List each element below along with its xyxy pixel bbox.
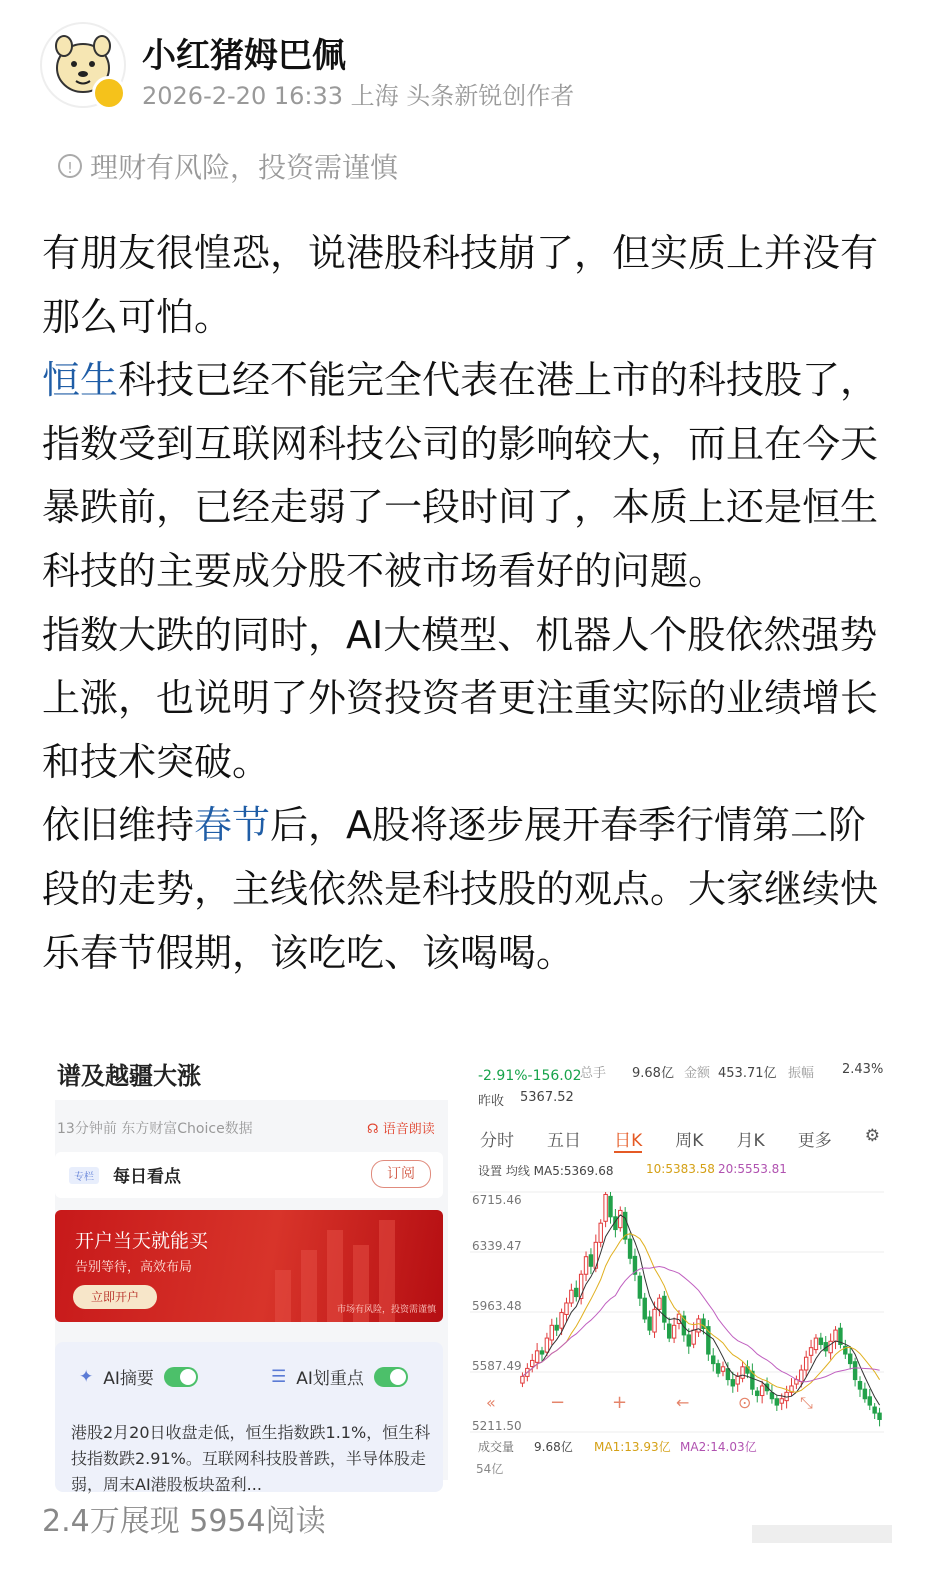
candle-body	[643, 1298, 646, 1319]
candle-body	[819, 1338, 822, 1344]
y-tick-label: 5587.49	[472, 1359, 522, 1373]
column-tag: 专栏	[69, 1167, 99, 1184]
ma20-label: 20:5553.81	[718, 1162, 787, 1176]
candle-body	[712, 1356, 715, 1364]
total-hand-label: 总手	[580, 1066, 607, 1081]
paragraph-2-text: 科技已经不能完全代表在港上市的科技股了，指数受到互联网科技公司的影响较大，而且在今天暴跌前，已经走弱了一段时间了，本质上还是恒生科技的主要成分股不被市场看好的问题。	[42, 358, 879, 593]
ai-summary-toggle[interactable]	[164, 1367, 198, 1387]
news-source: 13分钟前 东方财富Choice数据	[57, 1121, 253, 1137]
candle-body	[878, 1413, 881, 1419]
paragraph-2	[42, 349, 892, 603]
candle-body	[555, 1325, 558, 1330]
tab-five-day[interactable]: 五日	[547, 1131, 582, 1151]
subscribe-button[interactable]: 订阅	[371, 1160, 431, 1188]
voice-read-label: 语音朗读	[382, 1122, 435, 1137]
hangseng-link[interactable]: 恒生	[42, 358, 119, 403]
candle-body	[609, 1196, 612, 1216]
list-icon: ☰	[271, 1366, 287, 1387]
article-body	[42, 222, 892, 985]
headphone-icon: ☊	[367, 1122, 383, 1137]
news-title: 谱及越疆大涨	[57, 1062, 201, 1090]
amount-value: 453.71亿	[718, 1066, 777, 1081]
candle-body	[531, 1360, 534, 1366]
candle-body	[653, 1309, 656, 1332]
ai-summary-toggle-row[interactable]	[79, 1364, 198, 1389]
daily-label: 每日看点	[113, 1167, 181, 1187]
volume-label: 成交量	[478, 1440, 515, 1454]
period-tabs	[480, 1126, 880, 1153]
volume-ma1: MA1:13.93亿	[594, 1440, 671, 1454]
account-ad-banner[interactable]	[55, 1210, 443, 1322]
candle-body	[804, 1357, 807, 1370]
candle-body	[848, 1354, 851, 1364]
candle-body	[589, 1255, 592, 1266]
candle-body	[648, 1317, 651, 1330]
rewind-icon: «	[486, 1393, 496, 1412]
ad-risk-note: 市场有风险，投资需谨慎	[337, 1305, 437, 1315]
post-meta: 2026-2-20 16:33 上海 头条新锐创作者	[142, 82, 575, 110]
risk-notice-text: 理财有风险，投资需谨慎	[90, 151, 399, 184]
ad-subtitle: 告别等待，高效布局	[75, 1260, 193, 1275]
candle-body	[775, 1399, 778, 1405]
back-arrow-icon: ←	[676, 1393, 690, 1412]
ai-summary-text: 港股2月20日收盘走低，恒生指数跌1.1%，恒生科技指数跌2.91%。互联网科技股普跌，半导体股走弱，周末AI港股板块盈利...	[71, 1423, 431, 1494]
open-account-button[interactable]: 立即开户	[73, 1285, 157, 1309]
candle-body	[545, 1338, 548, 1352]
paragraph-1: 有朋友很惶恐，说港股科技崩了，但实质上并没有那么可怕。	[42, 231, 879, 339]
ai-key-label: AI划重点	[296, 1369, 364, 1389]
ma10-label: 10:5383.58	[646, 1162, 715, 1176]
candle-body	[540, 1351, 543, 1354]
info-icon: !	[58, 154, 82, 178]
candle-body	[780, 1399, 783, 1403]
spring-festival-link[interactable]: 春节	[194, 803, 271, 848]
candle-body	[809, 1348, 812, 1356]
candle-body	[853, 1362, 856, 1380]
paragraph-4-pre: 依旧维持	[42, 803, 195, 848]
candle-body	[565, 1303, 568, 1314]
candle-body	[619, 1210, 622, 1227]
tab-weekly-k[interactable]: 周K	[675, 1131, 704, 1151]
candle-body	[800, 1370, 803, 1381]
verified-badge-icon	[92, 76, 126, 110]
candle-body	[672, 1325, 675, 1338]
candle-body	[658, 1298, 661, 1309]
candle-body	[858, 1381, 861, 1389]
candle-body	[550, 1325, 553, 1340]
volume-ma2: MA2:14.03亿	[680, 1440, 757, 1454]
ad-title: 开户当天就能买	[75, 1230, 209, 1252]
stock-chart-screenshot[interactable]	[466, 1052, 888, 1480]
news-screenshot[interactable]	[55, 1052, 448, 1494]
volume-value: 9.68亿	[534, 1440, 573, 1454]
post-stats: 2.4万展现 5954阅读	[42, 1504, 326, 1539]
total-hand-value: 9.68亿	[632, 1066, 674, 1081]
candle-body	[863, 1389, 866, 1399]
candle-body	[741, 1367, 744, 1378]
tab-more[interactable]: 更多	[797, 1131, 832, 1151]
y-tick-label: 5963.48	[472, 1299, 522, 1313]
risk-notice	[58, 146, 398, 186]
candle-body	[756, 1391, 759, 1395]
ai-key-toggle[interactable]	[374, 1367, 408, 1387]
zoom-out-icon: −	[550, 1392, 566, 1413]
candle-body	[736, 1376, 739, 1384]
y-tick-label: 5211.50	[472, 1419, 522, 1433]
candle-body	[814, 1338, 817, 1349]
crosshair-icon: ⊙	[738, 1393, 752, 1412]
paragraph-4-post: 后，A股将逐步展开春季行情第二阶段的走势，主线依然是科技股的观点。大家继续快乐春节假期，该吃吃、该喝喝。	[42, 803, 879, 975]
paragraph-3: 指数大跌的同时，AI大模型、机器人个股依然强势上涨，也说明了外资投资者更注重实际的业绩增长和技术突破。	[42, 612, 879, 784]
candle-body	[575, 1288, 578, 1296]
y-tick-label: 6339.47	[472, 1239, 522, 1253]
tab-monthly-k[interactable]: 月K	[736, 1131, 765, 1151]
ai-key-points-toggle-row[interactable]	[271, 1364, 408, 1389]
author-name[interactable]: 小红猪姆巴佩	[142, 36, 346, 76]
candle-body	[829, 1341, 832, 1352]
candle-body	[628, 1239, 631, 1258]
candle-body	[638, 1276, 641, 1298]
candle-body	[604, 1194, 607, 1221]
y-tick-label: 6715.46	[472, 1193, 522, 1207]
amount-label: 金额	[684, 1066, 711, 1081]
candle-body	[716, 1364, 719, 1374]
tab-minute[interactable]: 分时	[480, 1131, 514, 1151]
candle-body	[834, 1330, 837, 1341]
candle-body	[687, 1335, 690, 1346]
settings-gear-icon[interactable]: ⚙	[864, 1126, 880, 1146]
fullscreen-icon: ⤡	[800, 1393, 813, 1412]
tab-daily-k[interactable]: 日K	[614, 1126, 642, 1153]
candle-body	[726, 1369, 729, 1380]
candle-body	[521, 1376, 524, 1383]
candle-body	[873, 1407, 876, 1413]
ma10-line	[522, 1234, 879, 1393]
zoom-in-icon: +	[612, 1392, 628, 1413]
price-change: -2.91%-156.02	[478, 1068, 582, 1084]
candle-body	[760, 1386, 763, 1396]
candle-body	[692, 1330, 695, 1344]
voice-read-button[interactable]	[367, 1118, 435, 1137]
amplitude-label: 振幅	[788, 1066, 815, 1081]
sparkle-icon: ✦	[79, 1366, 94, 1387]
candle-body	[560, 1313, 563, 1329]
kline-chart[interactable]	[466, 1182, 888, 1480]
amplitude-value: 2.43%	[842, 1062, 884, 1077]
candle-body	[731, 1380, 734, 1386]
corner-decoration-icon	[752, 1521, 912, 1551]
volume-axis-label: 54亿	[476, 1462, 504, 1476]
paragraph-4	[42, 794, 892, 985]
candle-body	[584, 1257, 587, 1275]
candle-body	[770, 1393, 773, 1399]
candle-body	[663, 1296, 666, 1322]
ai-summary-label: AI摘要	[103, 1369, 154, 1389]
candle-body	[599, 1223, 602, 1242]
candle-body	[868, 1397, 871, 1405]
candle-body	[721, 1367, 724, 1371]
prev-close-label: 昨收	[478, 1094, 505, 1109]
daily-column-card[interactable]	[55, 1152, 443, 1198]
candle-body	[570, 1290, 573, 1303]
prev-close-value: 5367.52	[520, 1090, 574, 1105]
candle-body	[535, 1351, 538, 1362]
ma-line-label: 设置 均线 MA5:5369.68	[478, 1164, 614, 1178]
ai-summary-card	[55, 1342, 443, 1492]
candle-body	[667, 1324, 670, 1338]
